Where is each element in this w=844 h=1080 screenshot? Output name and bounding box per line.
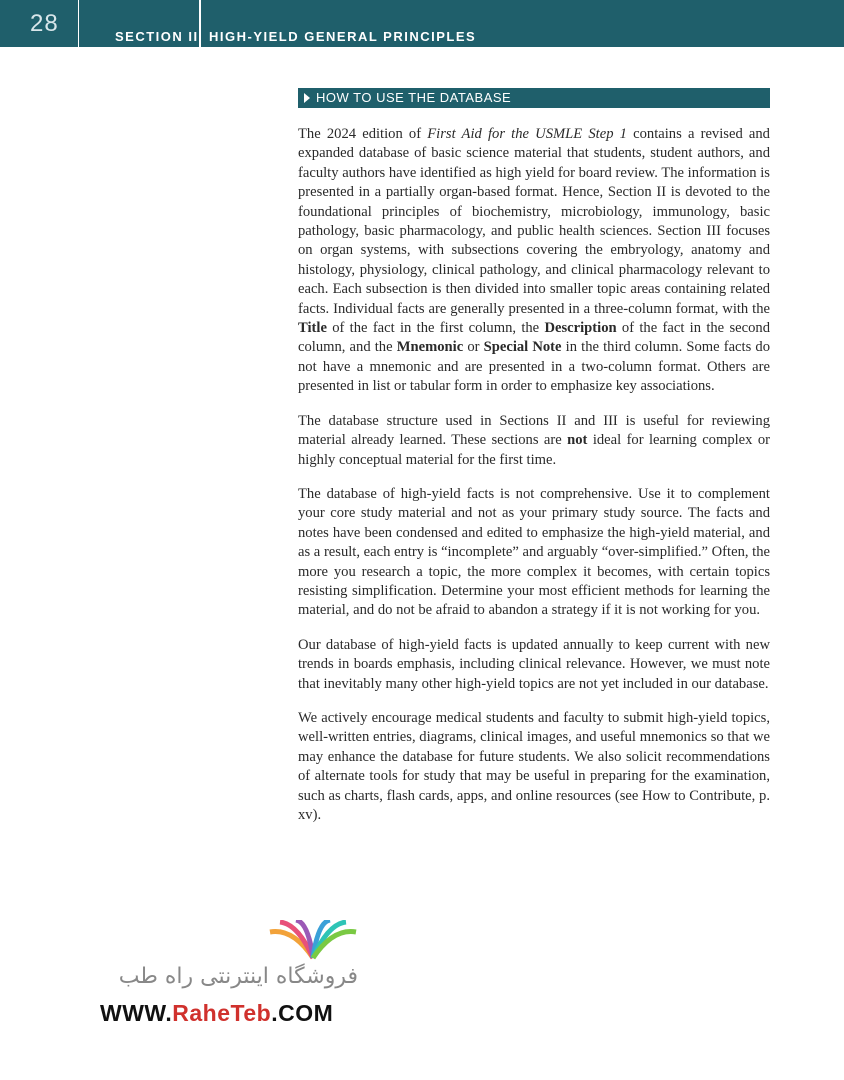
paragraph-1	[298, 125, 770, 397]
topic-heading-bar	[298, 88, 770, 108]
text-run: or	[463, 339, 484, 356]
text-run: The 2024 edition of	[298, 126, 428, 142]
triangle-right-icon	[304, 93, 310, 103]
text-run: The database structure used in Sections II and III is useful for reviewing material already learned. These sections are	[298, 412, 770, 449]
url-brand: RaheTeb	[172, 1000, 272, 1026]
text-run: of the fact in the first column, the	[326, 320, 545, 337]
paragraph-5: We actively encourage medical students and faculty to submit high-yield topics, well-written entries, diagrams, clinical images, and useful mnemonics so that we may enhance the database for future students. We also solicit recommendations of alternate tools for study that may be useful in preparing for the examination, such as charts, flash cards, apps, and online resources (see How to Contribute, p. xv).	[298, 709, 770, 823]
page-number: 28	[30, 10, 59, 37]
url-prefix: WWW.	[100, 1000, 173, 1026]
header-divider-2	[199, 0, 201, 47]
term-title: Title	[298, 320, 327, 337]
paragraph-2	[298, 412, 770, 470]
text-run: ideal for learning complex or highly conceptual material for the first time.	[298, 432, 771, 468]
url-tld: .COM	[271, 1000, 334, 1026]
text-run: of the fact in the second column, and the	[298, 320, 770, 356]
body-text	[298, 125, 770, 840]
page-header	[0, 0, 844, 47]
watermark-url	[100, 1000, 333, 1027]
emphasis-not: not	[567, 432, 588, 449]
section-label: SECTION II	[115, 29, 199, 44]
topic-title: HOW TO USE THE DATABASE	[316, 90, 512, 105]
term-mnemonic: Mnemonic	[396, 339, 464, 356]
header-divider	[78, 0, 79, 47]
book-title: First Aid for the USMLE Step 1	[427, 126, 627, 142]
section-title: HIGH-YIELD GENERAL PRINCIPLES	[209, 29, 477, 44]
watermark-persian-text: فروشگاه اینترنتی راه طب	[118, 964, 358, 989]
term-special-note: Special Note	[483, 339, 562, 356]
book-fan-icon	[268, 920, 358, 960]
term-description: Description	[544, 320, 617, 337]
paragraph-3: The database of high-yield facts is not comprehensive. Use it to complement your core study material and not as your primary study source. The facts and notes have been condensed and edited to emphasize the high-yield material, and as a result, each entry is “incomplete” and arguably “over-simplified.” Often, the more you research a topic, the more complex it becomes, with certain topics resisting simplification. Determine your most efficient methods for learning the material, and do not be afraid to abandon a strategy if it is not working for you.	[298, 485, 770, 619]
text-run: contains a revised and expanded database of basic science material that students, student authors, and faculty authors have identified as high yield for board review. The information is presented in a partially organ-based format. Hence, Section II is devoted to the foundational principles of biochemistry, microbiology, immunology, basic pathology, basic pharmacology, and public health sciences. Section III focuses on organ systems, with subsections covering the embryology, anatomy and histology, physiology, clinical pathology, and clinical pharmacology relevant to each. Each subsection is then divided into smaller topic areas containing related facts. Individual facts are generally presented in a three-column format, with the	[298, 126, 770, 317]
paragraph-4: Our database of high-yield facts is updated annually to keep current with new trends in boards emphasis, including clinical relevance. However, we must note that inevitably many other high-yield topics are not yet included in our database.	[298, 636, 770, 692]
text-run: in the third column. Some facts do not have a mnemonic and are presented in a two-column format. Others are presented in list or tabular form in order to emphasize key associations.	[298, 339, 770, 395]
raheteb-watermark	[100, 920, 360, 1030]
